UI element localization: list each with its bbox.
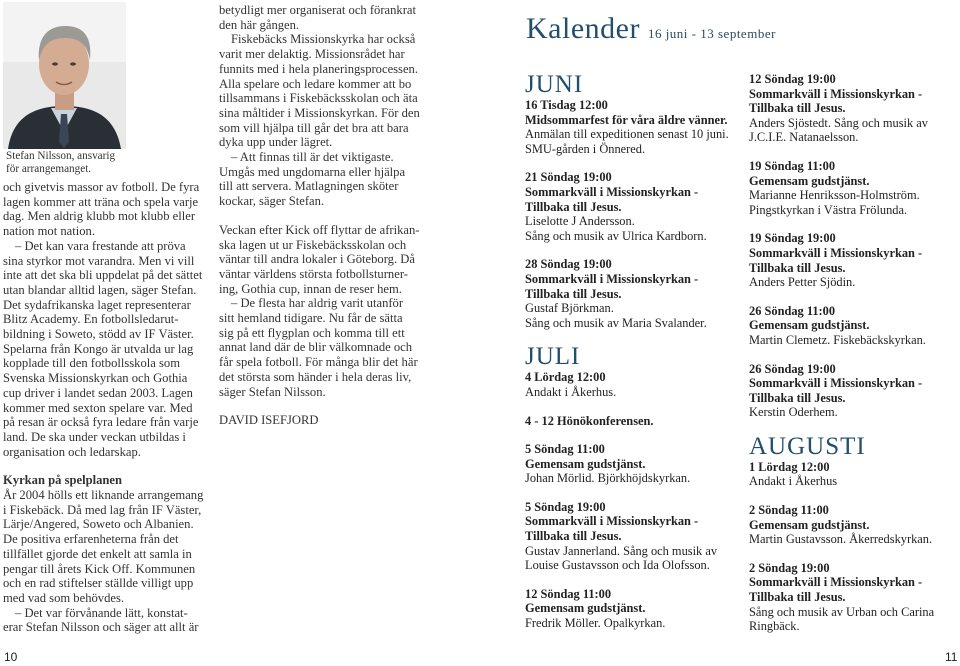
- event-bold-line: Gemensam gudstjänst.: [525, 601, 646, 616]
- calendar-event: [749, 304, 949, 348]
- calendar-event: [749, 503, 949, 547]
- event-bold-line: Sommarkväll i Missionskyrkan -: [525, 514, 699, 529]
- event-bold-line: 4 Lördag 12:00: [525, 370, 606, 385]
- event-bold-line: Tillbaka till Jesus.: [525, 286, 622, 301]
- text-line: lagen kommer att träna och spela varje: [3, 194, 199, 209]
- text-line: ska lagen ut ur Fiskebäcksskolan och: [219, 237, 407, 252]
- text-line: cup driver i landet sedan 2003. Lagen: [3, 385, 193, 400]
- text-line: kopplade till den fotbollsskola som: [3, 356, 180, 371]
- event-bold-line: 4 - 12 Hönökonferensen.: [525, 413, 654, 428]
- event-detail-line: Martin Gustavsson. Åkerredskyrkan.: [749, 532, 933, 547]
- calendar-column-left: [525, 72, 740, 645]
- calendar-event: [525, 414, 740, 429]
- event-detail-line: Anders Sjöstedt. Sång och musik av: [749, 115, 928, 130]
- text-line: Umgås med ungdomarna eller hjälpa: [219, 164, 406, 179]
- calendar-event: [525, 587, 740, 631]
- text-line: Alla spelare och ledare kommer att bo: [219, 76, 412, 91]
- event-bold-line: Tillbaka till Jesus.: [525, 529, 622, 544]
- text-line: kockar, säger Stefan.: [219, 194, 325, 209]
- event-bold-line: 5 Söndag 11:00: [525, 442, 605, 457]
- portrait-photo: [3, 2, 126, 149]
- text-line: erar Stefan Nilsson och säger att allt är: [3, 620, 199, 635]
- event-bold-line: 1 Lördag 12:00: [749, 459, 830, 474]
- text-line: dyka upp under lägret.: [219, 135, 333, 150]
- text-line: nation mot nation.: [3, 224, 95, 239]
- event-detail-line: Johan Mörlid. Björkhöjdskyrkan.: [525, 471, 691, 486]
- event-bold-line: 16 Tisdag 12:00: [525, 98, 608, 112]
- text-line: – Det kan vara frestande att pröva: [15, 238, 186, 253]
- calendar-title-text: Kalender: [526, 12, 640, 45]
- event-list-juli: [525, 370, 740, 630]
- article-author: DAVID ISEFJORD: [219, 413, 319, 428]
- event-detail-line: SMU-gården i Önnered.: [525, 141, 646, 156]
- event-bold-line: Midsommarfest för våra äldre vänner.: [525, 112, 728, 127]
- event-bold-line: 5 Söndag 19:00: [525, 499, 606, 514]
- text-line: Lärje/Angered, Soweto och Albanien.: [3, 517, 194, 532]
- text-line: säger Stefan Nilsson.: [219, 384, 326, 399]
- text-line: År 2004 hölls ett liknande arrangemang: [3, 488, 204, 503]
- text-line: som vill hjälpa till går det bra att bara: [219, 120, 409, 135]
- text-line: sina styrkor mot varandra. Men vi vill: [3, 253, 195, 268]
- event-detail-line: Sång och musik av Urban och Carina: [749, 604, 935, 619]
- text-line: med vad som behövdes.: [3, 590, 125, 605]
- text-line: land. De ska under veckan utbildas i: [3, 429, 186, 444]
- page-number-left: 10: [4, 650, 18, 664]
- article-column-2: [219, 3, 429, 428]
- month-heading-augusti: AUGUSTI: [749, 432, 866, 460]
- event-bold-line: Sommarkväll i Missionskyrkan -: [749, 575, 923, 590]
- event-bold-line: Sommarkväll i Missionskyrkan -: [749, 245, 923, 260]
- text-line: tillfället gjorde det enkelt att samla in: [3, 546, 192, 561]
- text-line: kommer med sexton spelare var. Med: [3, 400, 193, 415]
- text-line: tillsammans i Fiskebäcksskolan och äta: [219, 91, 418, 106]
- calendar-event: [525, 500, 740, 573]
- event-bold-line: 21 Söndag 19:00: [525, 170, 612, 185]
- text-line: betydligt mer organiserat och förankrat: [219, 3, 416, 17]
- portrait-image: [3, 2, 126, 149]
- event-bold-line: 19 Söndag 11:00: [749, 158, 836, 173]
- calendar-event: [749, 231, 949, 289]
- event-list-augusti: [749, 460, 949, 634]
- event-detail-line: Ringbäck.: [749, 619, 800, 634]
- text-line: organisation och ledarskap.: [3, 444, 141, 459]
- event-bold-line: Tillbaka till Jesus.: [749, 101, 846, 116]
- text-line: dag. Men aldrig klubb mot klubb eller: [3, 209, 196, 224]
- caption-line: för arrangemanget.: [6, 162, 92, 175]
- text-line: Blitz Academy. En fotbollsledarut-: [3, 312, 179, 327]
- calendar-event: [749, 561, 949, 634]
- event-bold-line: Gemensam gudstjänst.: [749, 517, 870, 532]
- text-line: väntar världens största fotbollsturner-: [219, 266, 408, 281]
- event-bold-line: Sommarkväll i Missionskyrkan -: [525, 184, 699, 199]
- event-detail-line: Anders Petter Sjödin.: [749, 275, 856, 290]
- event-bold-line: 12 Söndag 11:00: [525, 586, 612, 601]
- calendar-column-right: [749, 72, 949, 648]
- text-line: utan blandar alltid lagen, säger Stefan.: [3, 282, 197, 297]
- event-bold-line: Tillbaka till Jesus.: [749, 590, 846, 605]
- text-line: ing, Gothia cup, innan de reser hem.: [219, 281, 402, 296]
- calendar-title: [526, 12, 776, 46]
- event-bold-line: Sommarkväll i Missionskyrkan -: [749, 86, 923, 101]
- event-detail-line: Gustav Jannerland. Sång och musik av: [525, 543, 718, 558]
- calendar-subtitle: 16 juni - 13 september: [647, 26, 776, 41]
- text-line: till att servera. Matlagningen sköter: [219, 179, 399, 194]
- event-detail-line: Gustaf Björkman.: [525, 301, 614, 316]
- text-line: sina måltider i Missionskyrkan. För den: [219, 105, 420, 120]
- text-line: pengar till årets Kick Off. Kommunen: [3, 561, 196, 576]
- event-detail-line: Sång och musik av Ulrica Kardborn.: [525, 228, 707, 243]
- month-heading-juni: JUNI: [525, 71, 584, 98]
- event-detail-line: Louise Gustavsson och Ida Olofsson.: [525, 558, 710, 573]
- event-bold-line: 19 Söndag 19:00: [749, 231, 836, 246]
- text-line: varit mer delaktig. Missionsrådet har: [219, 47, 405, 62]
- calendar-event: [749, 159, 949, 217]
- event-bold-line: 28 Söndag 19:00: [525, 257, 612, 272]
- text-line: och givetvis massor av fotboll. De fyra: [3, 180, 200, 194]
- event-bold-line: Tillbaka till Jesus.: [525, 199, 622, 214]
- calendar-event: [525, 170, 740, 243]
- text-line: den här gången.: [219, 17, 300, 32]
- text-line: – Det var förvånande lätt, konstat-: [15, 605, 188, 620]
- text-line: och en rad stiftelser ställde villigt upp: [3, 576, 194, 591]
- caption-line: Stefan Nilsson, ansvarig: [6, 150, 116, 162]
- event-bold-line: 2 Söndag 11:00: [749, 503, 829, 518]
- text-line: Svenska Missionskyrkan och Gothia: [3, 371, 188, 386]
- event-bold-line: Tillbaka till Jesus.: [749, 260, 846, 275]
- event-detail-line: Anmälan till expeditionen senast 10 juni.: [525, 127, 729, 142]
- calendar-event: [525, 98, 740, 156]
- event-detail-line: Pingstkyrkan i Västra Frölunda.: [749, 202, 908, 217]
- event-detail-line: Fredrik Möller. Opalkyrkan.: [525, 616, 666, 631]
- event-detail-line: J.C.I.E. Natanaelsson.: [749, 130, 859, 145]
- event-list-juli-cont: [749, 72, 949, 420]
- text-line: Det sydafrikanska laget representerar: [3, 297, 191, 312]
- text-line: Fiskebäcks Missionskyrka har också: [231, 32, 416, 47]
- text-line: bildning i Soweto, stödd av IF Väster.: [3, 327, 194, 342]
- text-line: sitt hemland tidigare. Nu får de sätta: [219, 311, 403, 326]
- article-column-1: [3, 180, 208, 635]
- calendar-event: [749, 460, 949, 489]
- text-line: inte att det ska bli uppdelat på det sättet: [3, 268, 203, 283]
- text-line: – De flesta har aldrig varit utanför: [231, 296, 404, 311]
- text-line: – Att finnas till är det viktigaste.: [231, 150, 394, 165]
- event-detail-line: Marianne Henriksson-Holmström.: [749, 188, 920, 203]
- calendar-event: [525, 370, 740, 399]
- text-line: det största som händer i hela deras liv,: [219, 369, 412, 384]
- calendar-event: [525, 257, 740, 330]
- text-line: Spelarna från Kongo är utvalda ur lag: [3, 341, 194, 356]
- text-line: väntar till andra lokaler i Göteborg. Då: [219, 252, 415, 267]
- text-line: får spela fotboll. För många blir det här: [219, 355, 418, 370]
- event-bold-line: Sommarkväll i Missionskyrkan -: [749, 376, 923, 391]
- event-bold-line: Gemensam gudstjänst.: [749, 173, 870, 188]
- calendar-event: [525, 442, 740, 486]
- text-line: Veckan efter Kick off flyttar de afrikan-: [219, 222, 420, 237]
- event-detail-line: Andakt i Åkerhus.: [525, 384, 617, 399]
- event-detail-line: Martin Clemetz. Fiskebäckskyrkan.: [749, 332, 926, 347]
- calendar-event: [749, 72, 949, 145]
- text-line: sig på ett flygplan och komma till ett: [219, 325, 405, 340]
- event-list-juni: [525, 98, 740, 330]
- event-bold-line: 12 Söndag 19:00: [749, 72, 836, 86]
- text-line: annat land där de blir välkomnade och: [219, 340, 413, 355]
- page-number-right: 11: [945, 650, 958, 664]
- text-line: De positiva erfarenheterna från det: [3, 532, 179, 547]
- text-line: i Fiskebäck. Då med lag från IF Väster,: [3, 502, 202, 517]
- text-line: på resan är också fyra ledare från varje: [3, 415, 199, 430]
- event-bold-line: 26 Söndag 19:00: [749, 361, 836, 376]
- month-heading-juli: JULI: [525, 343, 581, 371]
- event-detail-line: Liselotte J Andersson.: [525, 214, 635, 229]
- event-bold-line: 2 Söndag 19:00: [749, 560, 830, 575]
- event-detail-line: Andakt i Åkerhus: [749, 474, 838, 489]
- calendar-event: [749, 362, 949, 420]
- event-detail-line: Sång och musik av Maria Svalander.: [525, 315, 707, 330]
- event-bold-line: Gemensam gudstjänst.: [749, 318, 870, 333]
- event-bold-line: Tillbaka till Jesus.: [749, 390, 846, 405]
- event-bold-line: 26 Söndag 11:00: [749, 303, 836, 318]
- event-bold-line: Sommarkväll i Missionskyrkan -: [525, 271, 699, 286]
- photo-caption: [6, 150, 128, 175]
- section-heading: Kyrkan på spelplanen: [3, 473, 122, 488]
- event-detail-line: Kerstin Oderhem.: [749, 405, 838, 420]
- event-bold-line: Gemensam gudstjänst.: [525, 456, 646, 471]
- text-line: funnits med i hela planeringsprocessen.: [219, 61, 418, 76]
